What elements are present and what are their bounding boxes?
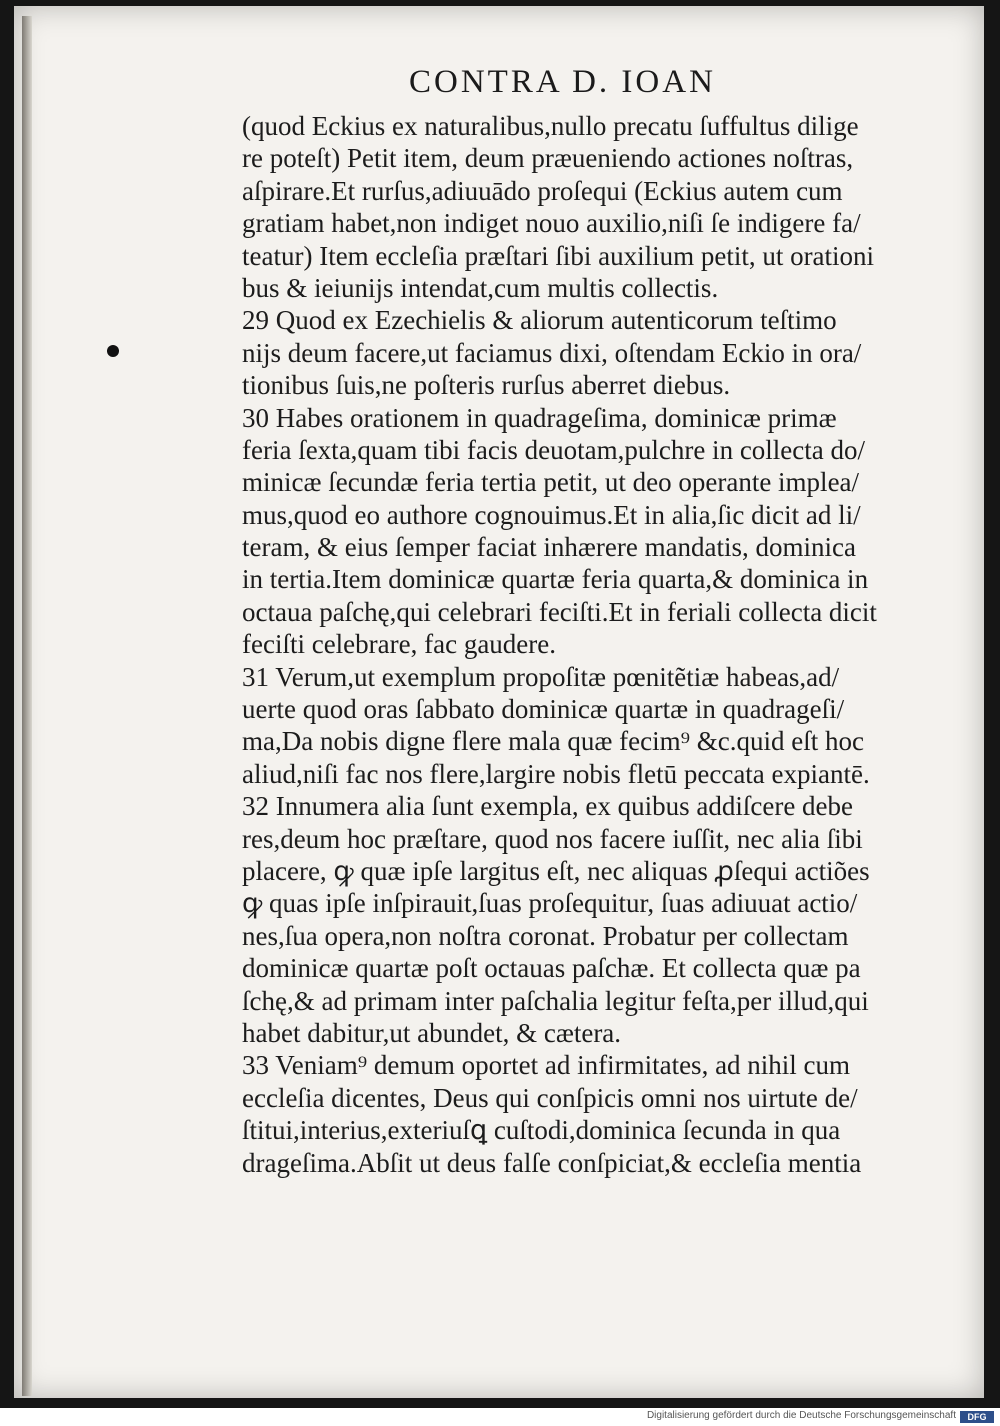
- text-line: mus,quod eo authore cognouimus.Et in alia,ſic dicit ad li/: [242, 499, 861, 530]
- text-line: 30 Habes orationem in quadrageſima, dominicæ primæ: [242, 402, 837, 433]
- text-line: minicæ ſecundæ feria tertia petit, ut deo operante implea/: [242, 467, 860, 498]
- text-line: eccleſia dicentes, Deus qui conſpicis omni nos uirtute de/: [242, 1082, 858, 1113]
- text-line: ma,Da nobis digne flere mala quæ fecim⁹ &c.quid eſt hoc: [242, 726, 864, 757]
- text-line: uerte quod oras ſabbato dominicæ quartæ in quadrageſi/: [242, 694, 845, 725]
- text-line: 29 Quod ex Ezechielis & aliorum autenticorum teſtimo: [242, 305, 837, 336]
- text-line: (quod Eckius ex naturalibus,nullo precatu ſuffultus dilige: [242, 111, 859, 141]
- text-line: 31 Verum,ut exemplum propoſitæ pœnitẽtiæ habeas,ad/: [242, 661, 840, 692]
- text-line: feria ſexta,quam tibi facis deuotam,pulchre in collecta do/: [242, 434, 866, 465]
- dfg-logo: DFG: [960, 1411, 994, 1423]
- text-line: placere, ꝙ quæ ipſe largitus eſt, nec aliquas ꝓſequi actiões: [242, 855, 870, 886]
- footer-credit: Digitalisierung gefördert durch die Deutsche Forschungsgemeinschaft: [646, 1410, 956, 1421]
- text-line: gratiam habet,non indiget nouo auxilio,niſi ſe indigere fa/: [242, 208, 861, 239]
- margin-dot: [107, 345, 119, 357]
- text-line: in tertia.Item dominicæ quartæ feria quarta,& dominica in: [242, 564, 869, 595]
- text-line: 33 Veniam⁹ demum oportet ad infirmitates, ad nihil cum: [242, 1050, 851, 1081]
- footer-bar: [0, 1408, 1000, 1426]
- text-line: octaua paſchę,qui celebrari feciſti.Et in feriali collecta dicit: [242, 596, 877, 627]
- text-line: bus & ieiunijs intendat,cum multis collectis.: [242, 272, 719, 303]
- text-line: aſpirare.Et rurſus,adiuuādo proſequi (Eckius autem cum: [242, 175, 843, 206]
- text-line: teatur) Item eccleſia præſtari ſibi auxilium petit, ut orationi: [242, 240, 875, 271]
- text-line: nes,ſua opera,non noſtra coronat. Probatur per collectam: [242, 920, 849, 951]
- text-line: dominicæ quartæ poſt octauas paſchæ. Et collecta quæ pa: [242, 953, 861, 984]
- text-line: res,deum hoc præſtare, quod nos facere iuſſit, nec alia ſibi: [242, 823, 863, 854]
- running-head: CONTRA D. IOAN: [409, 64, 716, 100]
- text-line: ſtitui,interius,exteriuſꝗ cuſtodi,dominica ſecunda in qua: [242, 1115, 841, 1146]
- text-line: ꝙ quas ipſe inſpirauit,ſuas proſequitur, ſuas adiuuat actio/: [242, 888, 858, 919]
- text-line: tionibus ſuis,ne poſteris rurſus aberret diebus.: [242, 370, 731, 401]
- text-line: feciſti celebrare, fac gaudere.: [242, 629, 557, 660]
- page-gutter-edge: [22, 16, 32, 1396]
- book-page: [14, 6, 984, 1398]
- text-line: nijs deum facere,ut faciamus dixi, oſtendam Eckio in ora/: [242, 337, 862, 368]
- text-line: drageſima.Abſit ut deus falſe conſpiciat,& eccleſia mentia: [242, 1147, 862, 1178]
- text-line: habet dabitur,ut abundet, & cætera.: [242, 1017, 622, 1048]
- body-text: [242, 110, 942, 1179]
- text-line: aliud,niſi fac nos flere,largire nobis fletū peccata expiantē.: [242, 758, 870, 789]
- text-line: teram, & eius ſemper faciat inhærere mandatis, dominica: [242, 532, 857, 563]
- text-line: 32 Innumera alia ſunt exempla, ex quibus addiſcere debe: [242, 791, 854, 822]
- text-line: re poteſt) Petit item, deum præueniendo actiones noſtras,: [242, 143, 854, 174]
- text-line: ſchę,& ad primam inter paſchalia legitur feſta,per illud,qui: [242, 985, 869, 1016]
